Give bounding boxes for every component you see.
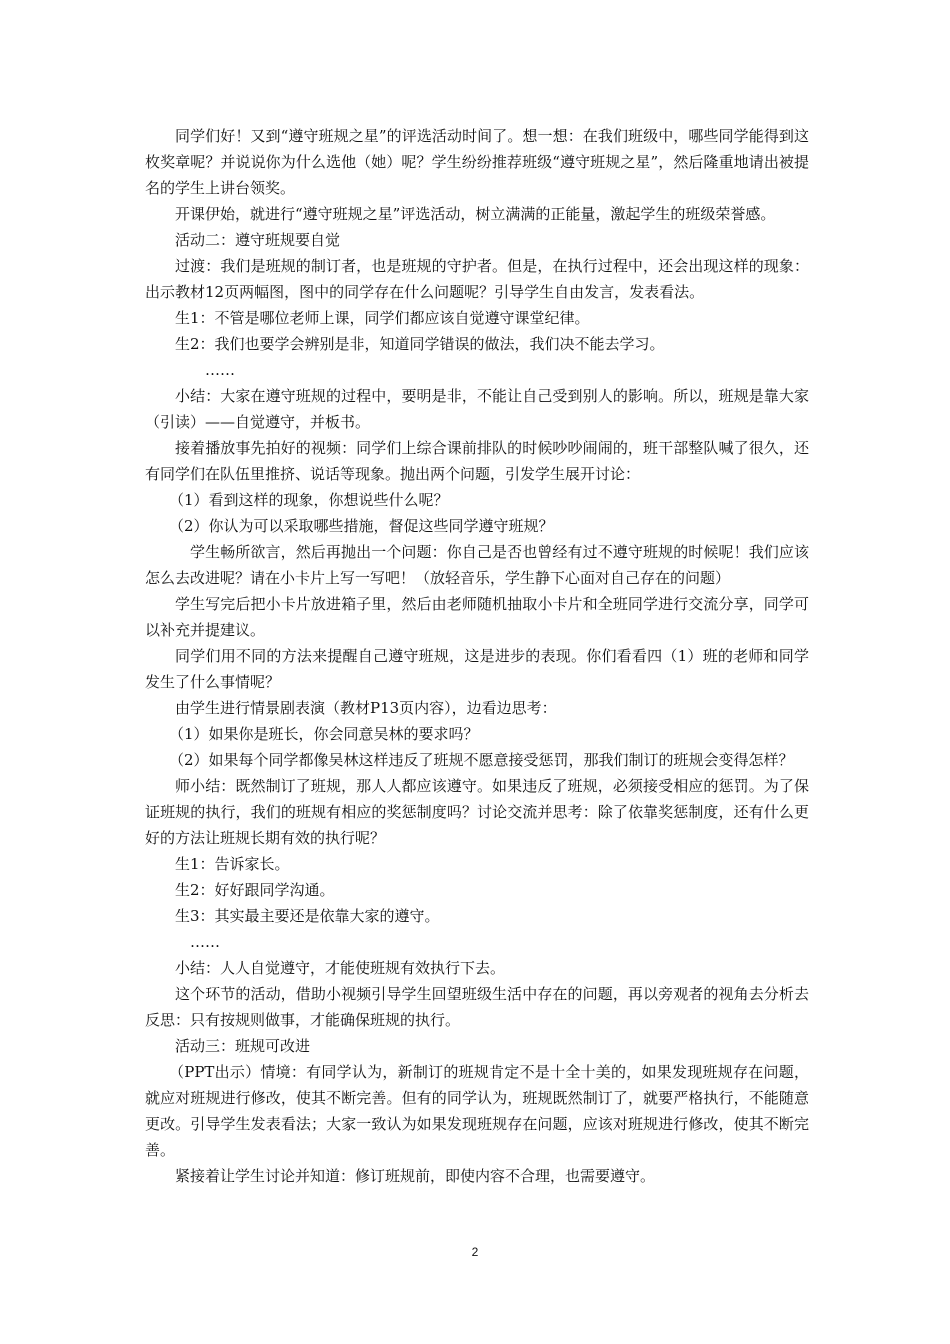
paragraph: 这个环节的活动，借助小视频引导学生回望班级生活中存在的问题，再以旁观者的视角去分析去反思：只有按规则做事，才能确保班规的执行。 (145, 985, 809, 1029)
paragraph: 过渡：我们是班规的制订者，也是班规的守护者。但是，在执行过程中，还会出现这样的现象：出示教材12页两幅图，图中的同学存在什么问题呢？引导学生自由发言，发表看法。 (145, 257, 809, 301)
paragraph: 学生畅所欲言，然后再抛出一个问题：你自己是否也曾经有过不遵守班规的时候呢！我们应该怎么去改进呢？请在小卡片上写一写吧！（放轻音乐，学生静下心面对自己存在的问题） (145, 543, 809, 587)
paragraph: 小结：人人自觉遵守，才能使班规有效执行下去。 (175, 959, 506, 977)
question-item: （2）如果每个同学都像吴林这样违反了班规不愿意接受惩罚，那我们制订的班规会变得怎样？ (169, 751, 794, 769)
page-number: 2 (471, 1245, 479, 1259)
ellipsis: …… (190, 933, 220, 951)
student-answer: 生2：我们也要学会辨别是非，知道同学错误的做法，我们决不能去学习。 (175, 335, 665, 353)
paragraph: （PPT出示）情境：有同学认为，新制订的班规肯定不是十全十美的，如果发现班规存在问题，就应对班规进行修改，使其不断完善。但有的同学认为，班规既然制订了，就要严格执行，不能随意更改。引导学生发表看法；大家一致认为如果发现班规存在问题，应该对班规进行修改，使其不断完善。 (145, 1063, 809, 1159)
question-item: （1）如果你是班长，你会同意吴林的要求吗？ (169, 725, 479, 743)
student-answer: 生1：不管是哪位老师上课，同学们都应该自觉遵守课堂纪律。 (175, 309, 590, 327)
paragraph: 开课伊始，就进行“遵守班规之星”评选活动，树立满满的正能量，激起学生的班级荣誉感。 (175, 205, 776, 223)
paragraph: 紧接着让学生讨论并知道：修订班规前，即使内容不合理，也需要遵守。 (175, 1167, 656, 1185)
ellipsis: …… (205, 361, 235, 379)
question-item: （1）看到这样的现象，你想说些什么呢？ (169, 491, 449, 509)
question-item: （2）你认为可以采取哪些措施，督促这些同学遵守班规？ (169, 517, 554, 535)
paragraph: 同学们好！又到“遵守班规之星”的评选活动时间了。想一想：在我们班级中，哪些同学能得到这枚奖章呢？并说说你为什么选他（她）呢？学生纷纷推荐班级“遵守班规之星”，然后隆重地请出被提名的学生上讲台领奖。 (145, 127, 809, 197)
paragraph: 小结：大家在遵守班规的过程中，要明是非，不能让自己受到别人的影响。所以，班规是靠大家（引读）——自觉遵守，并板书。 (145, 387, 809, 431)
student-answer: 生1：告诉家长。 (175, 855, 290, 873)
paragraph: 学生写完后把小卡片放进箱子里，然后由老师随机抽取小卡片和全班同学进行交流分享，同学可以补充并提建议。 (145, 595, 809, 639)
document-body (145, 123, 809, 1189)
paragraph: 同学们用不同的方法来提醒自己遵守班规，这是进步的表现。你们看看四（1）班的老师和同学发生了什么事情呢？ (145, 647, 809, 691)
student-answer: 生3：其实最主要还是依靠大家的遵守。 (175, 907, 440, 925)
paragraph: 由学生进行情景剧表演（教材P13页内容），边看边思考： (175, 699, 557, 717)
section-heading: 活动二：遵守班规要自觉 (175, 231, 341, 249)
paragraph: 接着播放事先拍好的视频：同学们上综合课前排队的时候吵吵闹闹的，班干部整队喊了很久，还有同学们在队伍里推挤、说话等现象。抛出两个问题，引发学生展开讨论： (145, 439, 809, 483)
section-heading: 活动三：班规可改进 (175, 1037, 311, 1055)
student-answer: 生2：好好跟同学沟通。 (175, 881, 335, 899)
paragraph: 师小结：既然制订了班规，那人人都应该遵守。如果违反了班规，必须接受相应的惩罚。为了保证班规的执行，我们的班规有相应的奖惩制度吗？讨论交流并思考：除了依靠奖惩制度，还有什么更好的方法让班规长期有效的执行呢？ (145, 777, 809, 847)
